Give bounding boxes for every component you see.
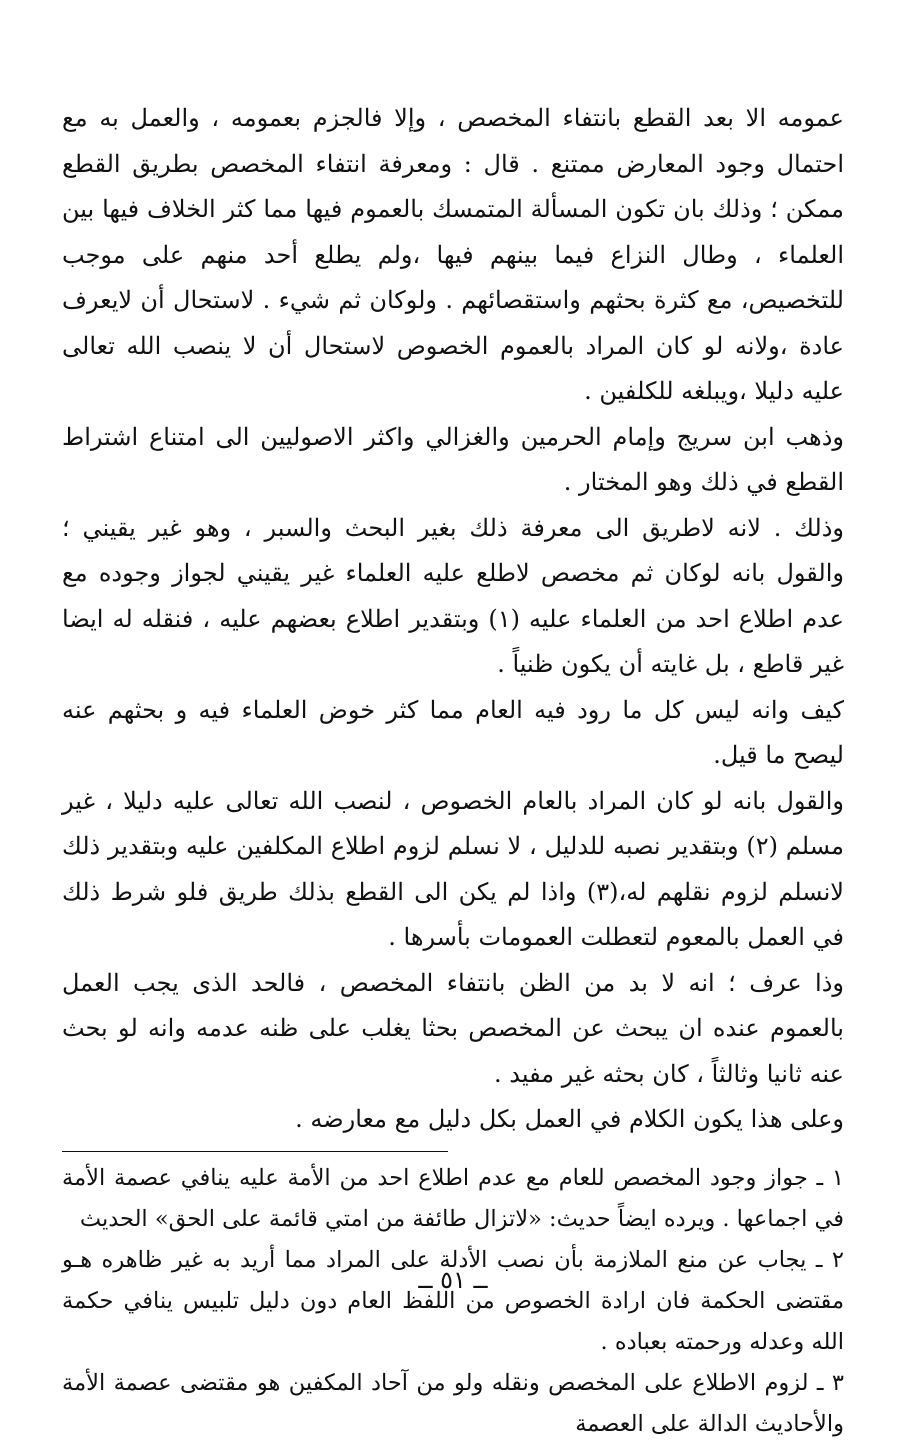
footnote-divider: [62, 1151, 448, 1152]
paragraph-2: وذهب ابن سريج وإمام الحرمين والغزالي واكثر الاصوليين الى امتناع اشتراط القطع في ذلك وهو المختار .: [62, 422, 844, 496]
footnote-2: ٢ ـ يجاب عن منع الملازمة بأن نصب الأدلة على المراد مما أريد به غير ظاهره هـو مقتضى الحكمة فان ارادة الخصوص من اللفظ العام دون دليل تلبيس ينافي حكمة الله وعدله ورحمته بعباده .: [62, 1246, 844, 1355]
footnote-3: ٣ ـ لزوم الاطلاع على المخصص ونقله ولو من آحاد المكفين هو مقتضى عصمة الأمة والأحاديث الدالة على العصمة: [62, 1369, 844, 1437]
paragraph-7: وعلى هذا يكون الكلام في العمل بكل دليل مع معارضه .: [295, 1105, 844, 1133]
paragraph-5: والقول بانه لو كان المراد بالعام الخصوص ، لنصب الله تعالى عليه دليلا ، غير مسلم (٢) وبتقدير نصبه للدليل ، لا نسلم لزوم اطلاع المكلفين عليه وبتقدير ذلك لانسلم لزوم نقلهم له،(٣) واذا لم يكن الى القطع بذلك طريق فلو شرط ذلك في العمل بالمعوم لتعطلت العمومات بأسرها .: [62, 786, 845, 951]
paragraph-1: عمومه الا بعد القطع بانتفاء المخصص ، وإلا فالجزم بعمومه ، والعمل به مع احتمال وجود المعارض ممتنع . قال : ومعرفة انتفاء المخصص بطريق القطع ممكن ؛ وذلك بان تكون المسألة المتمسك بالعموم فيها مما كثر الخلاف فيها بين العلماء ، وطال النزاع فيما بينهم فيها ،ولم يطلع أحد منهم على موجب للتخصيص، مع كثرة بحثهم واستقصائهم . ولوكان ثم شيء . لاستحال أن لايعرف عادة ،ولانه لو كان المراد بالعموم الخصوص لاستحال أن لا ينصب الله تعالى عليه دليلا ،ويبلغه للكلفين .: [62, 104, 845, 405]
paragraph-6: وذا عرف ؛ انه لا بد من الظن بانتفاء المخصص ، فالحد الذى يجب العمل بالعموم عنده ان يبحث عن المخصص بحثا يغلب على ظنه عدمه وانه لو بحث عنه ثانيا وثالثاً ، كان بحثه غير مفيد .: [62, 968, 844, 1088]
page-number: ــ ٥١ ــ: [418, 1266, 488, 1294]
footnotes: [62, 1158, 844, 1445]
main-text: [62, 96, 844, 1143]
paragraph-3: وذلك . لانه لاطريق الى معرفة ذلك بغير البحث والسبر ، وهو غير يقيني ؛ والقول بانه لوكان ثم مخصص لاطلع عليه العلماء غير يقيني لجواز وجوده مع عدم اطلاع احد من العلماء عليه (١) وبتقدير اطلاع بعضهم عليه ، فنقله له ايضا غير قاطع ، بل غايته أن يكون ظنياً .: [62, 513, 844, 678]
footnote-1: ١ ـ جواز وجود المخصص للعام مع عدم اطلاع احد من الأمة عليه ينافي عصمة الأمة في اجماعها . ويرده ايضاً حديث: «لاتزال طائفة من امتي قائمة على الحق» الحديث: [62, 1164, 844, 1232]
paragraph-4: كيف وانه ليس كل ما رود فيه العام مما كثر خوض العلماء فيه و بحثهم عنه ليصح ما قيل.: [62, 695, 844, 769]
